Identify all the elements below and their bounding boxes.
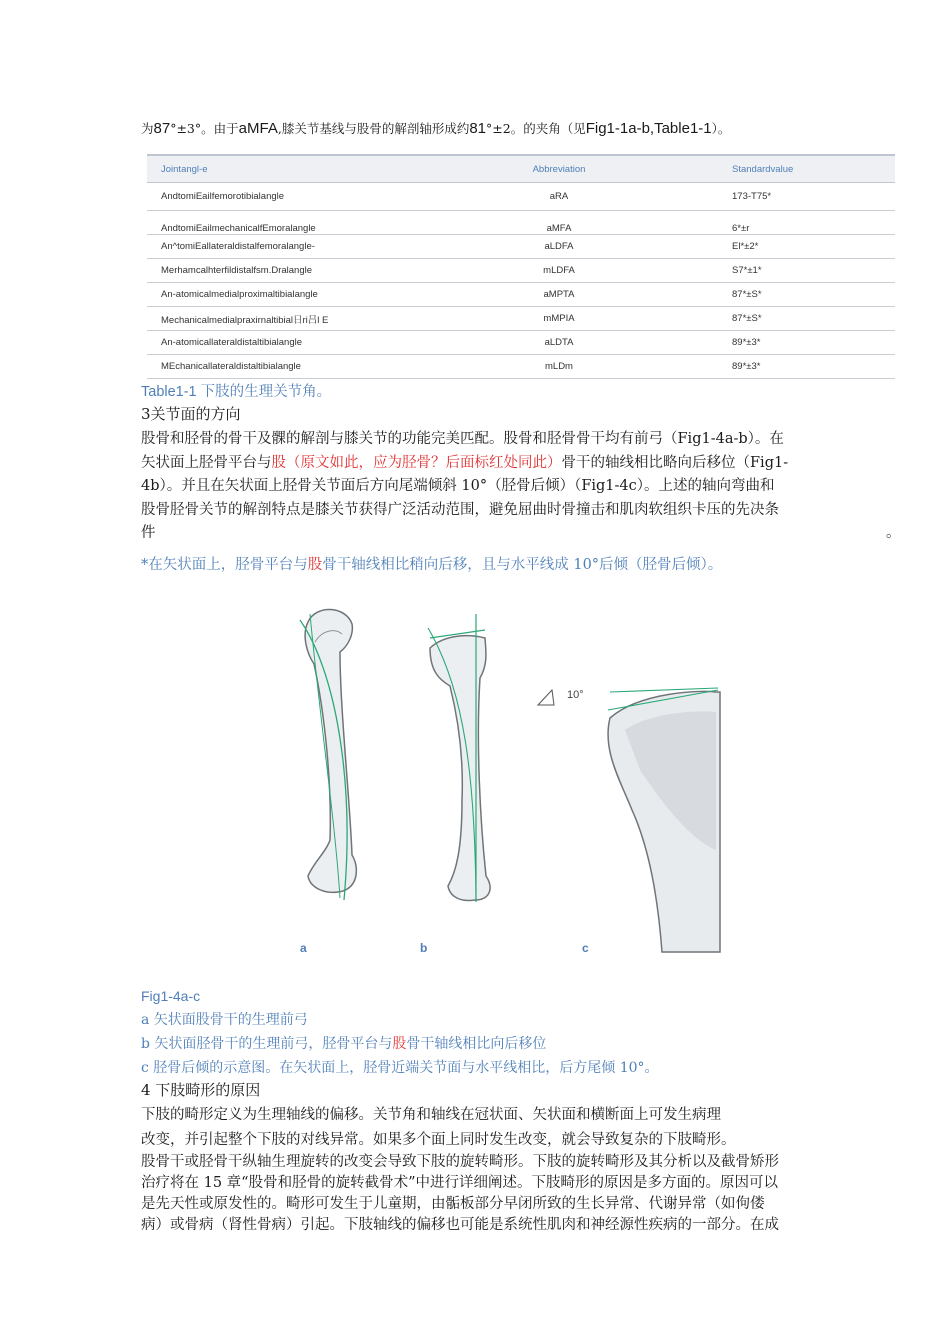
column-header: Standardvalue [732, 163, 794, 175]
table-row: AndtomiEailfemorotibialangle aRA 173-T75* [147, 183, 895, 211]
column-header: Abbreviation [532, 163, 586, 175]
table-row: Merhamcalhterfildistalfsm.Dralangle mLDFA S7*±1* [147, 259, 895, 283]
figure-label-c: c [582, 941, 589, 955]
figure-caption: Fig1-4a-c a 矢状面股骨干的生理前弓 b 矢状面胫骨干的生理前弓，胫骨平台与股骨干轴线相比向后移位 c 胫骨后倾的示意图。在矢状面上，胫骨近端关节面与水平线相比，后方尾倾 10°。 [141, 988, 659, 1076]
figure-label-a: a [300, 941, 307, 955]
section-heading: 3关节面的方向 [141, 405, 241, 423]
body-paragraph: 股骨和胫骨的骨干及髁的解剖与膝关节的功能完美匹配。股骨和胫骨骨干均有前弓（Fig1-4a-b）。在 矢状面上胫骨平台与股（原文如此，应为胫骨？后面标红处同此）骨干的轴线相比略向后移位（Fig1- 4b）。并且在矢状面上胫骨关节面后方向尾端倾斜 10°（胫骨后倾）（Fig1-4c）。上述的轴向弯曲和 股骨胫骨关节的解剖特点是膝关节获得广泛活动范围，避免屈曲时骨撞击和肌肉软组织卡压的先决条 件 。 [141, 431, 901, 541]
table-header-row [147, 155, 895, 183]
section-heading: 4 下肢畸形的原因 [141, 1081, 261, 1099]
angle-label: 10° [567, 689, 584, 701]
column-header: Jointangl-e [161, 163, 208, 175]
table-row: An-atomicalmedialproximaltibialangle aMPTA 87*±S* [147, 283, 895, 307]
table-row: AndtomiEailmechanicalfEmoralangle aMFA 6*±r [147, 211, 895, 235]
intro-line: 为87°±3°。由于aMFA,膝关节基线与股骨的解剖轴形成约81°±2。的夹角（见Fig1-1a-b,Table1-1）。 [141, 120, 731, 137]
body-paragraph: 股骨干或胫骨干纵轴生理旋转的改变会导致下肢的旋转畸形。下肢的旋转畸形及其分析以及截骨矫形 治疗将在 15 章“股骨和胫骨的旋转截骨术”中进行详细阐述。下肢畸形的原因是多方面的。原因可以 是先天性或原发性的。畸形可发生于儿童期，由骺板部分早闭所致的生长异常、代谢异常（如佝偻 病）或骨病（肾性骨病）引起。下肢轴线的偏移也可能是系统性肌肉和神经源性疾病的一部分。在成 [141, 1154, 779, 1233]
table-row: MEchanicallateraldistaltibialangle mLDm 89*±3* [147, 355, 895, 379]
femur-illustration [300, 609, 356, 900]
red-annotation: 股（原文如此，应为胫骨？后面标红处同此） [271, 454, 562, 471]
tibia-illustration [428, 614, 490, 902]
bone-figure [280, 600, 730, 960]
table-caption: Table1-1 下肢的生理关节角。 [141, 384, 332, 400]
joint-angle-table [147, 154, 895, 379]
table-row: An-atomicallateraldistaltibialangle aLDTA 89*±3* [147, 331, 895, 355]
table-row: Mechanicalmedialpraxirnaltibial日ri吕l E mMPIA 87*±S* [147, 307, 895, 331]
table-row: An^tomiEallateraldistalfemoralangle- aLDFA El*±2* [147, 235, 895, 259]
body-paragraph: 下肢的畸形定义为生理轴线的偏移。关节角和轴线在冠状面、矢状面和横断面上可发生病理 改变，并引起整个下肢的对线异常。如果多个面上同时发生改变，就会导致复杂的下肢畸形。 [141, 1107, 736, 1148]
note-line: *在矢状面上，胫骨平台与股骨干轴线相比稍向后移，且与水平线成 10°后倾（胫骨后倾）。 [141, 557, 723, 573]
figure-label-b: b [420, 941, 428, 955]
tibia-slope-illustration [538, 688, 720, 952]
